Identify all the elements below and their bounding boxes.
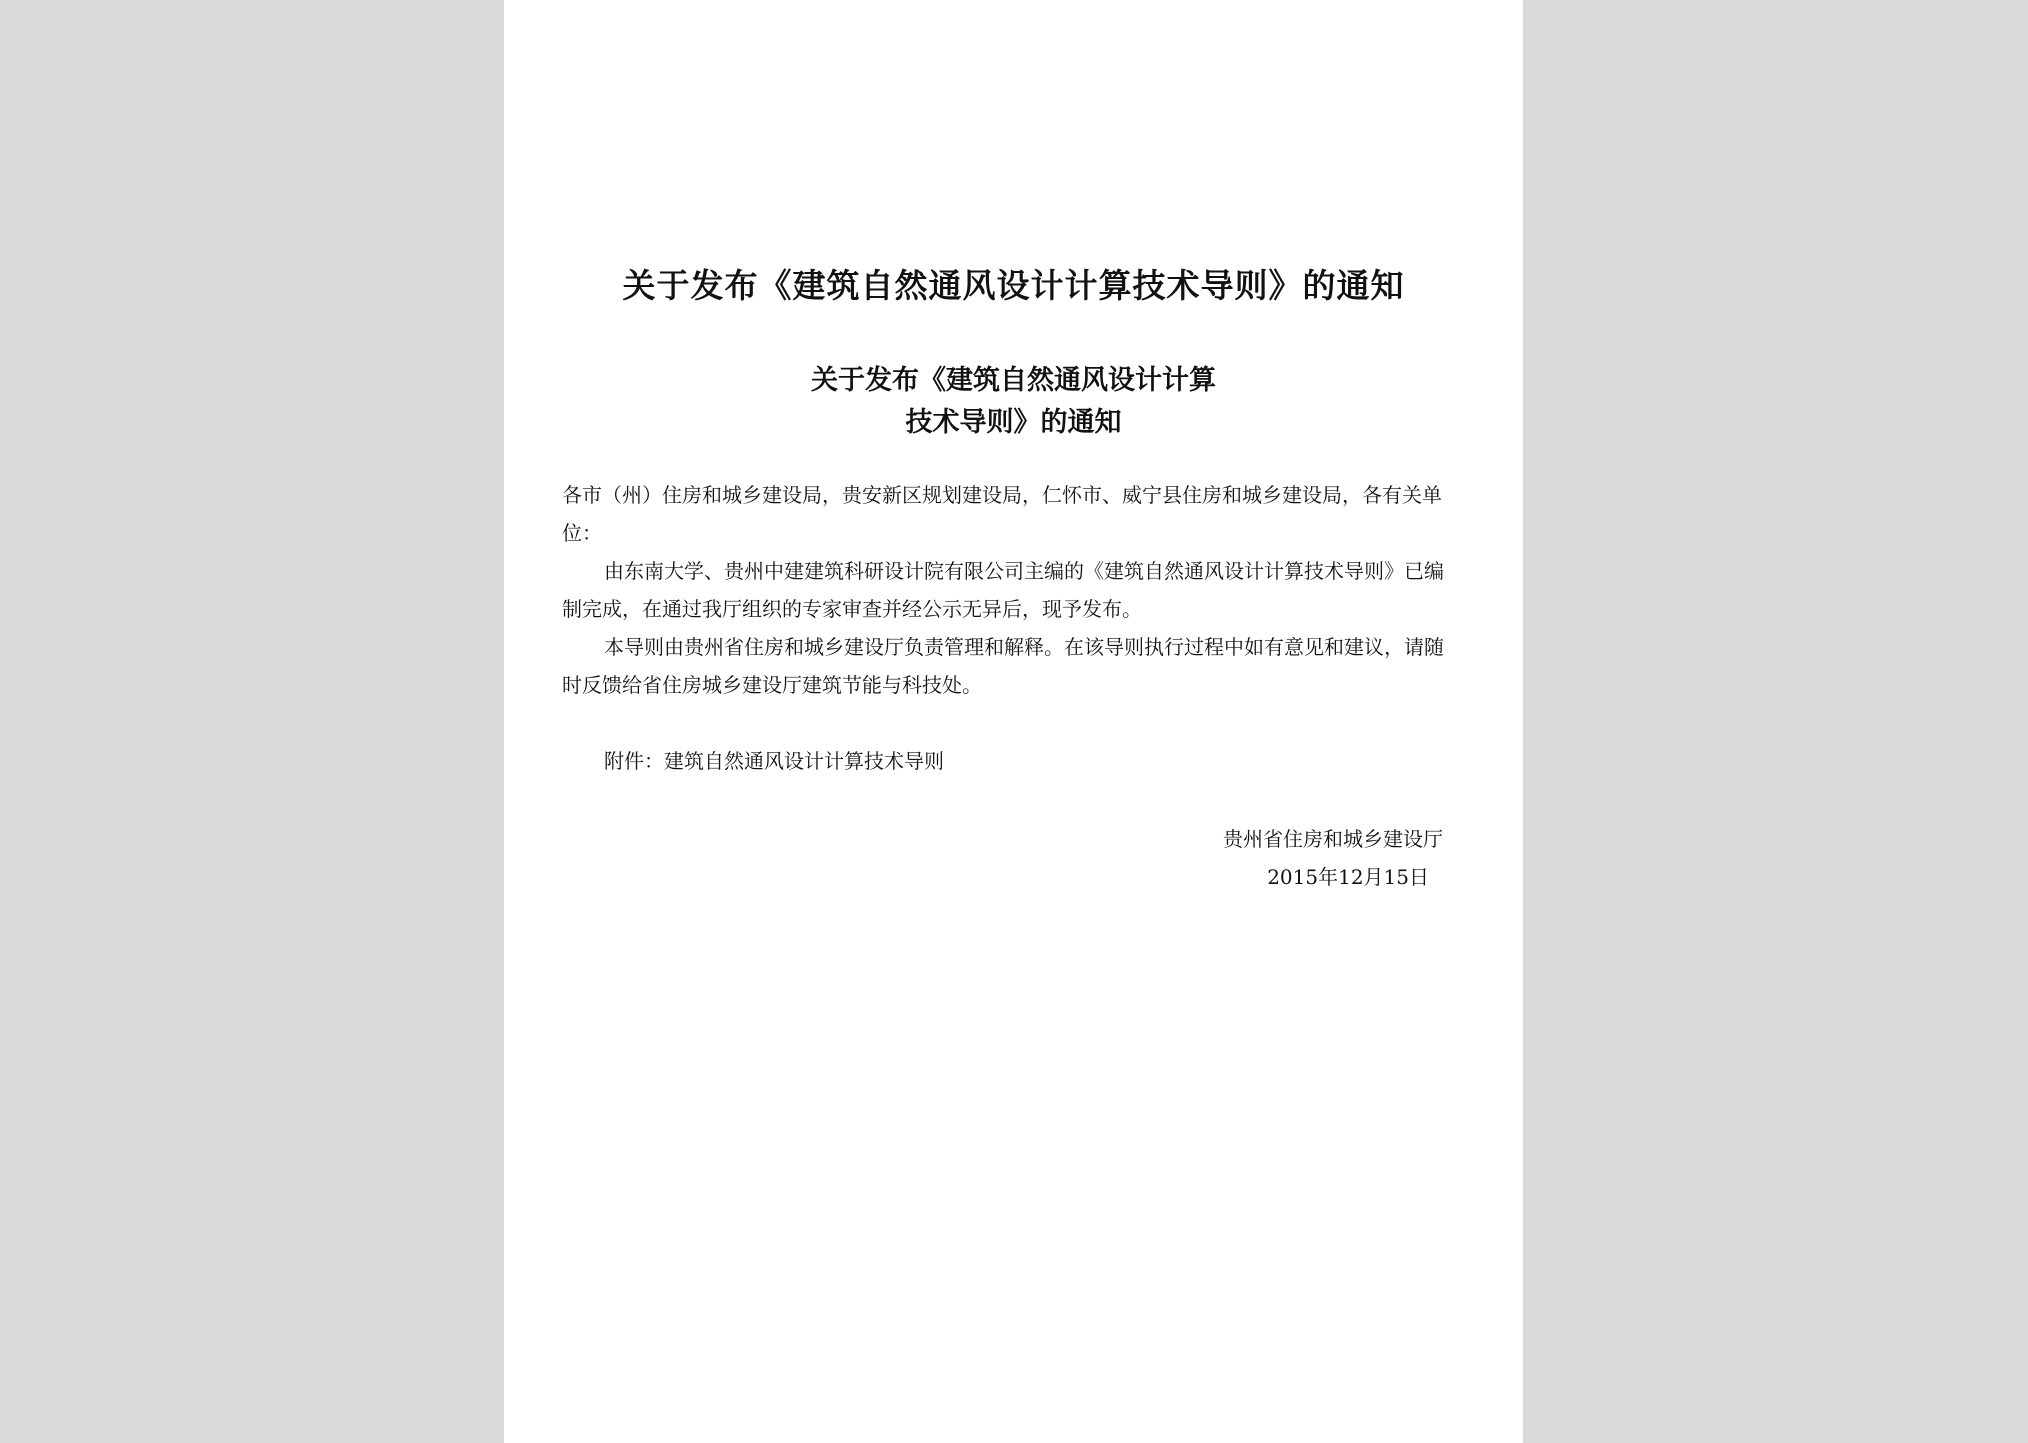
issuer: 贵州省住房和城乡建设厅 [1223, 827, 1443, 851]
notice-body [562, 476, 1452, 704]
addressee: 各市（州）住房和城乡建设局，贵安新区规划建设局，仁怀市、威宁县住房和城乡建设局，各有关单位： [562, 483, 1442, 545]
main-title: 关于发布《建筑自然通风设计计算技术导则》的通知 [622, 266, 1405, 305]
document-page [504, 0, 1523, 1443]
paragraph-publication: 由东南大学、贵州中建建筑科研设计院有限公司主编的《建筑自然通风设计计算技术导则》已编制完成，在通过我厅组织的专家审查并经公示无异后，现予发布。 [562, 559, 1444, 621]
issue-date: 2015年12月15日 [1267, 865, 1429, 889]
sub-title [504, 360, 1523, 444]
paragraph-management: 本导则由贵州省住房和城乡建设厅负责管理和解释。在该导则执行过程中如有意见和建议，请随时反馈给省住房城乡建设厅建筑节能与科技处。 [562, 635, 1444, 697]
sub-title-line-2: 技术导则》的通知 [905, 407, 1122, 438]
sub-title-line-1: 关于发布《建筑自然通风设计计算 [811, 365, 1216, 396]
attachment-line: 附件：建筑自然通风设计计算技术导则 [604, 749, 944, 773]
signature-block [1223, 820, 1443, 896]
